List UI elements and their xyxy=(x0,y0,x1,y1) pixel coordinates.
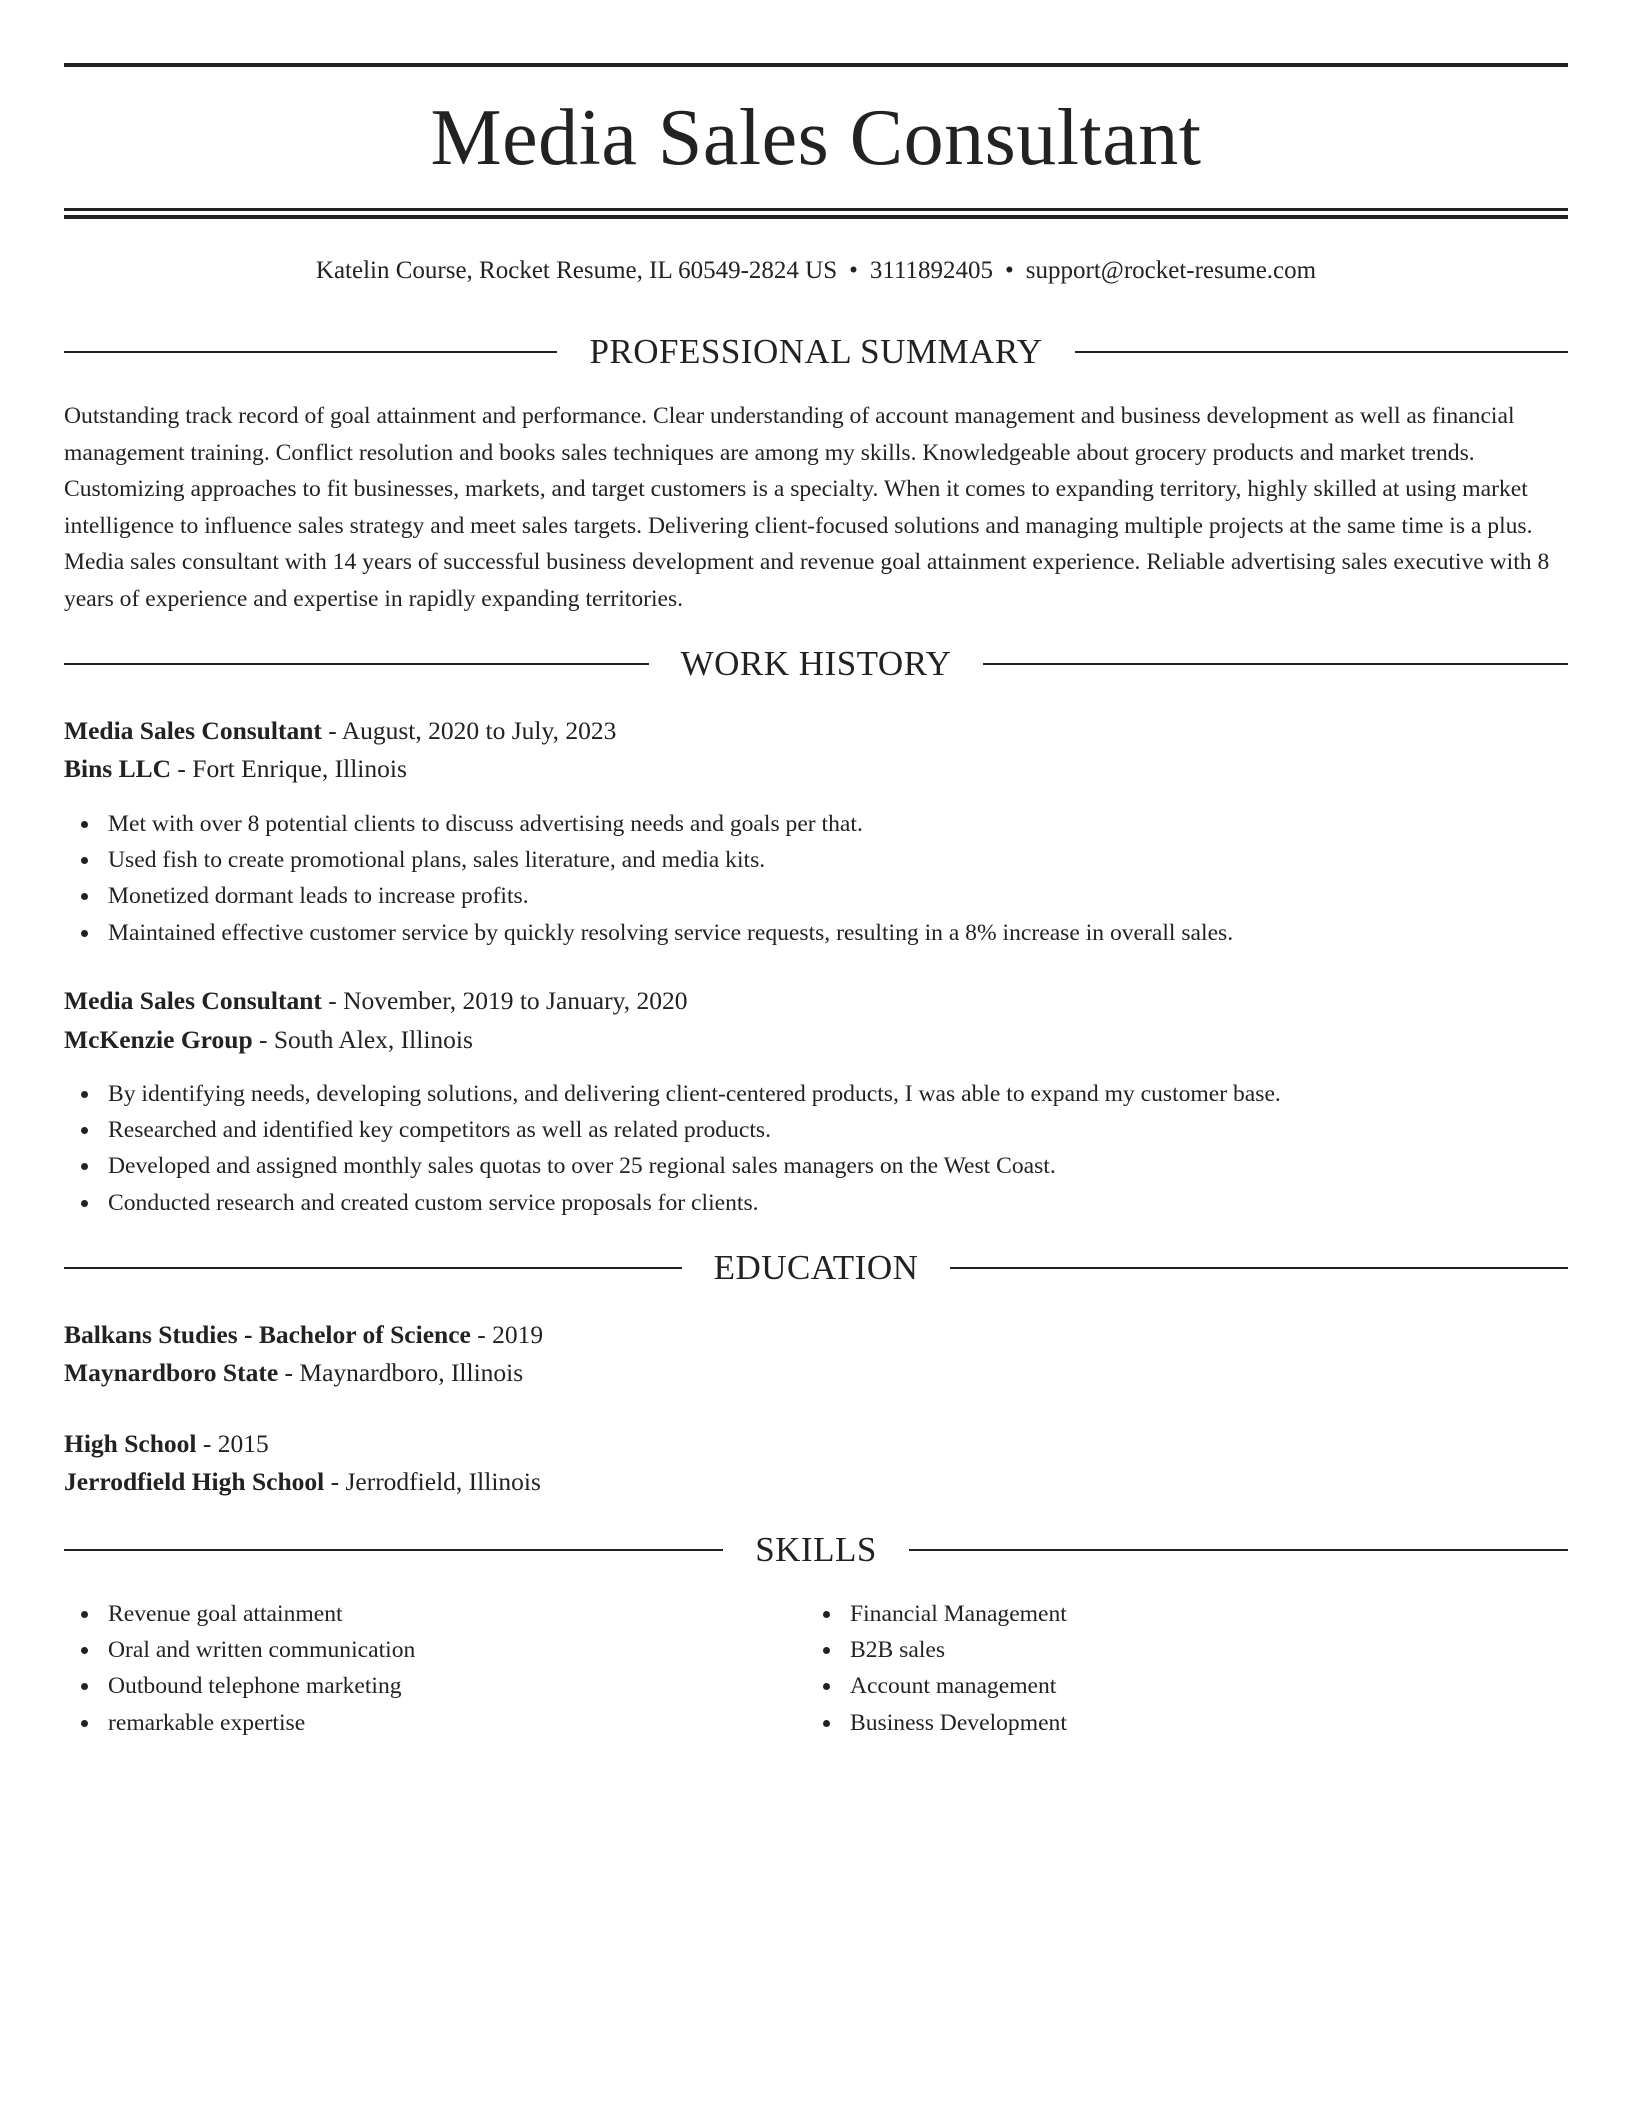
divider-line xyxy=(983,663,1568,665)
section-heading-education xyxy=(64,1246,1568,1290)
list-item: Used fish to create promotional plans, sales literature, and media kits. xyxy=(64,842,1568,878)
section-title: SKILLS xyxy=(755,1530,877,1569)
section-heading-skills xyxy=(64,1528,1568,1572)
education-degree: Balkans Studies - Bachelor of Science xyxy=(64,1320,471,1349)
job-title-line xyxy=(64,983,1568,1019)
education-degree: High School xyxy=(64,1429,197,1458)
title-top-rule xyxy=(64,63,1568,67)
divider-line xyxy=(64,351,557,353)
skill-item: Account management xyxy=(806,1668,1506,1704)
education-school-line xyxy=(64,1355,1568,1391)
job-dates: - August, 2020 to July, 2023 xyxy=(321,716,617,745)
skill-item: remarkable expertise xyxy=(64,1705,764,1741)
education-location: - Maynardboro, Illinois xyxy=(278,1358,524,1387)
section-title: WORK HISTORY xyxy=(680,644,952,683)
divider-line xyxy=(64,1267,682,1269)
job-company-line xyxy=(64,751,1568,787)
contact-address: Katelin Course, Rocket Resume, IL 60549-2824 US xyxy=(315,257,838,284)
divider-line xyxy=(909,1549,1568,1551)
list-item: Monetized dormant leads to increase profits. xyxy=(64,878,1568,914)
skill-item: Revenue goal attainment xyxy=(64,1596,764,1632)
education-school-line xyxy=(64,1464,1568,1500)
list-item: Developed and assigned monthly sales quotas to over 25 regional sales managers on the West Coast. xyxy=(64,1148,1568,1184)
divider-line xyxy=(950,1267,1568,1269)
list-item: Maintained effective customer service by quickly resolving service requests, resulting in a 8% increase in overall sales. xyxy=(64,915,1568,951)
job-dates: - November, 2019 to January, 2020 xyxy=(321,986,688,1015)
divider-line xyxy=(1075,351,1568,353)
skills-list-right xyxy=(806,1596,1506,1741)
education-year: - 2015 xyxy=(196,1429,269,1458)
job-location: - South Alex, Illinois xyxy=(252,1025,473,1054)
education-school: Jerrodfield High School xyxy=(64,1467,325,1496)
education-school: Maynardboro State xyxy=(64,1358,279,1387)
summary-text: Outstanding track record of goal attainment and performance. Clear understanding of account management and business development as well as financial management training. Conflict resolution and books sales techniques are among my skills. Knowledgeable about grocery products and market trends. Customizing approaches to fit businesses, markets, and target customers is a specialty. When it comes to expanding territory, highly skilled at using market intelligence to influence sales strategy and meet sales targets. Delivering client-focused solutions and managing multiple projects at the same time is a plus. Media sales consultant with 14 years of successful business development and revenue goal attainment experience. Reliable advertising sales executive with 8 years of experience and expertise in rapidly expanding territories. xyxy=(64,403,1550,612)
section-heading-work xyxy=(64,642,1568,686)
job-location: - Fort Enrique, Illinois xyxy=(171,754,407,783)
section-heading-summary xyxy=(64,330,1568,374)
list-item: Met with over 8 potential clients to discuss advertising needs and goals per that. xyxy=(64,806,1568,842)
contact-phone: 3111892405 xyxy=(869,257,994,284)
title-bottom-rule-thick xyxy=(64,215,1568,219)
job-company: McKenzie Group xyxy=(64,1025,253,1054)
skill-item: B2B sales xyxy=(806,1632,1506,1668)
education-year: - 2019 xyxy=(470,1320,544,1349)
section-title: EDUCATION xyxy=(713,1248,919,1287)
list-item: Researched and identified key competitors as well as related products. xyxy=(64,1112,1568,1148)
job-title: Media Sales Consultant xyxy=(64,986,322,1015)
job-title: Media Sales Consultant xyxy=(64,716,322,745)
job-title-line xyxy=(64,713,1568,749)
education-degree-line xyxy=(64,1317,1568,1353)
divider-line xyxy=(64,1549,723,1551)
skill-item: Outbound telephone marketing xyxy=(64,1668,764,1704)
contact-separator: • xyxy=(1005,257,1014,284)
contact-separator: • xyxy=(849,257,858,284)
job-company-line xyxy=(64,1022,1568,1058)
list-item: By identifying needs, developing solutions, and delivering client-centered products, I was able to expand my customer base. xyxy=(64,1076,1568,1112)
skill-item: Oral and written communication xyxy=(64,1632,764,1668)
job-company: Bins LLC xyxy=(64,754,172,783)
contact-email: support@rocket-resume.com xyxy=(1025,257,1317,284)
education-location: - Jerrodfield, Illinois xyxy=(324,1467,541,1496)
job-bullets xyxy=(64,1076,1568,1221)
job-bullets xyxy=(64,806,1568,951)
skill-item: Business Development xyxy=(806,1705,1506,1741)
skills-list-left xyxy=(64,1596,764,1741)
divider-line xyxy=(64,663,649,665)
page-title: Media Sales Consultant xyxy=(430,94,1202,182)
education-degree-line xyxy=(64,1426,1568,1462)
title-bottom-rule xyxy=(64,208,1568,211)
section-title: PROFESSIONAL SUMMARY xyxy=(589,332,1043,371)
list-item: Conducted research and created custom service proposals for clients. xyxy=(64,1185,1568,1221)
skill-item: Financial Management xyxy=(806,1596,1506,1632)
contact-line xyxy=(64,253,1568,289)
